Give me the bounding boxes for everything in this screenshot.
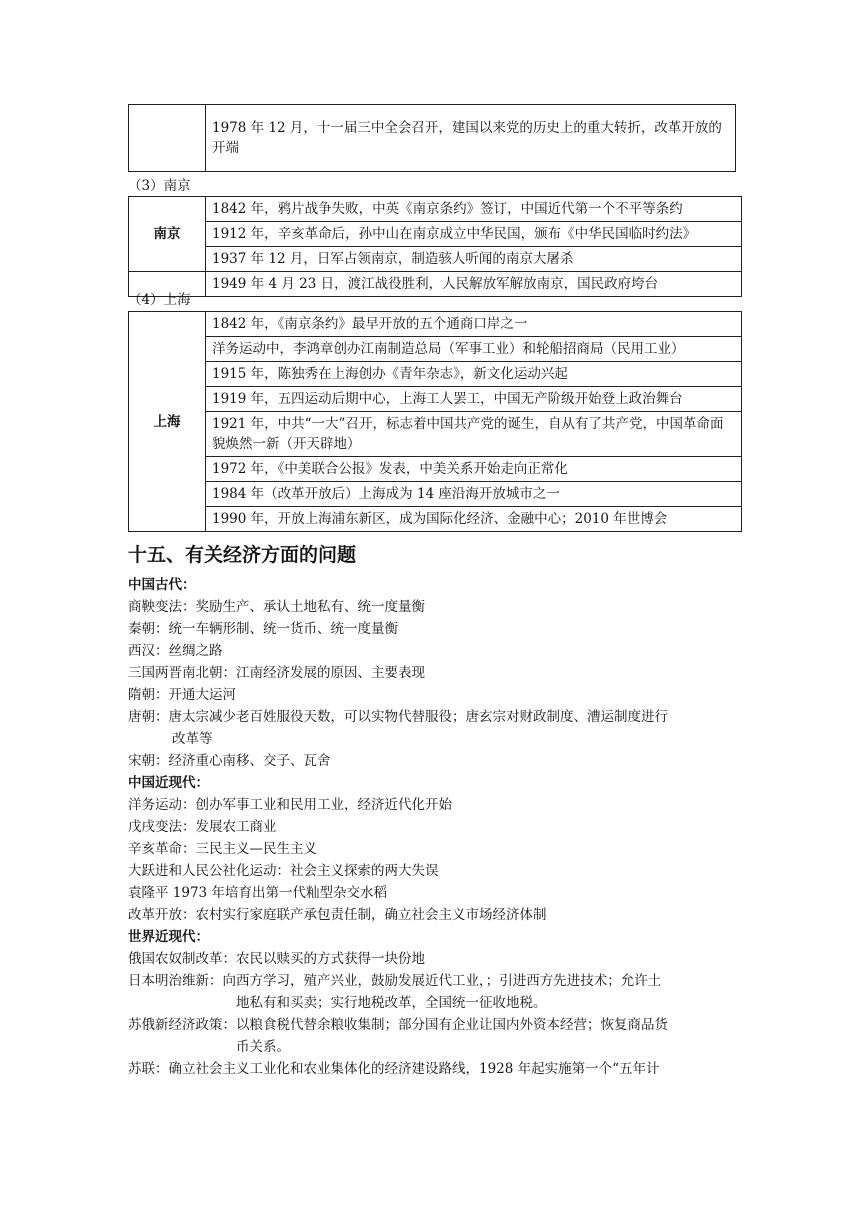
list-item: 辛亥革命：三民主义—民生主义 [128, 841, 317, 857]
table-cell: 1842 年，鸦片战争失败，中英《南京条约》签订，中国近代第一个不平等条约 [206, 197, 742, 222]
subheading-modern: 中国近现代： [128, 775, 209, 791]
list-item-continuation: 地私有和买卖；实行地税改革，全国统一征收地税。 [236, 995, 547, 1011]
shanghai-heading: （4）上海 [128, 292, 191, 308]
table-key-cell [129, 105, 206, 172]
table-row [129, 387, 742, 412]
table-row [129, 507, 742, 532]
table-cell: 1949 年 4 月 23 日，渡江战役胜利，人民解放军解放南京，国民政府垮台 [206, 272, 742, 297]
table-shanghai [128, 311, 742, 532]
table-cell: 1919 年，五四运动后期中心，上海工人罢工，中国无产阶级开始登上政治舞台 [206, 387, 742, 412]
list-item: 戊戌变法：发展农工商业 [128, 819, 277, 835]
list-item: 西汉：丝绸之路 [128, 643, 223, 659]
table-row [129, 337, 742, 362]
list-item-continuation: 改革等 [172, 731, 213, 747]
list-item: 苏联：确立社会主义工业化和农业集体化的经济建设路线，1928 年起实施第一个“五年计 [128, 1061, 660, 1077]
list-item: 俄国农奴制改革：农民以赎买的方式获得一块份地 [128, 951, 425, 967]
table-row [129, 457, 742, 482]
table-cell: 1921 年，中共“一大”召开，标志着中国共产党的诞生，自从有了共产党，中国革命面貌焕然一新（开天辟地） [206, 412, 742, 457]
table-row [129, 247, 742, 272]
table-cell: 1915 年，陈独秀在上海创办《青年杂志》，新文化运动兴起 [206, 362, 742, 387]
table-top [128, 104, 736, 172]
table-row [129, 312, 742, 337]
list-item: 宋朝：经济重心南移、交子、瓦舍 [128, 753, 331, 769]
table-cell: 1912 年，辛亥革命后，孙中山在南京成立中华民国，颁布《中华民国临时约法》 [206, 222, 742, 247]
table-cell: 1984 年（改革开放后）上海成为 14 座沿海开放城市之一 [206, 482, 742, 507]
list-item: 日本明治维新：向西方学习，殖产兴业，鼓励发展近代工业，；引进西方先进技术；允许土 [128, 973, 662, 989]
list-item: 改革开放：农村实行家庭联产承包责任制，确立社会主义市场经济体制 [128, 907, 547, 923]
table-cell: 1990 年，开放上海浦东新区，成为国际化经济、金融中心；2010 年世博会 [206, 507, 742, 532]
table-nanjing [128, 196, 742, 297]
table-cell: 1978 年 12 月，十一届三中全会召开，建国以来党的历史上的重大转折，改革开放的开端 [206, 105, 736, 172]
table-row [129, 105, 736, 172]
table-key-cell: 南京 [129, 197, 206, 272]
table-row [129, 272, 742, 297]
list-item: 商鞅变法：奖励生产、承认土地私有、统一度量衡 [128, 599, 425, 615]
list-item: 苏俄新经济政策：以粮食税代替余粮收集制；部分国有企业让国内外资本经营；恢复商品货 [128, 1017, 668, 1033]
nanjing-heading: （3）南京 [128, 178, 191, 194]
subheading-world: 世界近现代： [128, 929, 209, 945]
table-row [129, 482, 742, 507]
table-cell: 1972 年，《中美联合公报》发表，中美关系开始走向正常化 [206, 457, 742, 482]
list-item: 袁隆平 1973 年培育出第一代籼型杂交水稻 [128, 885, 387, 901]
list-item: 隋朝：开通大运河 [128, 687, 236, 703]
table-row [129, 222, 742, 247]
list-item: 秦朝：统一车辆形制、统一货币、统一度量衡 [128, 621, 398, 637]
list-item-continuation: 币关系。 [236, 1039, 290, 1055]
table-row [129, 197, 742, 222]
list-item: 唐朝：唐太宗减少老百姓服役天数，可以实物代替服役；唐玄宗对财政制度、漕运制度进行 [128, 709, 668, 725]
subheading-ancient: 中国古代： [128, 577, 196, 593]
table-row [129, 412, 742, 457]
section-body [128, 574, 738, 1080]
list-item: 大跃进和人民公社化运动：社会主义探索的两大失误 [128, 863, 439, 879]
table-cell: 1842 年，《南京条约》最早开放的五个通商口岸之一 [206, 312, 742, 337]
table-row [129, 362, 742, 387]
table-cell: 1937 年 12 月，日军占领南京，制造骇人听闻的南京大屠杀 [206, 247, 742, 272]
table-key-cell: 上海 [129, 312, 206, 532]
section-title: 十五、有关经济方面的问题 [128, 544, 357, 566]
table-cell: 洋务运动中，李鸿章创办江南制造总局（军事工业）和轮船招商局（民用工业） [206, 337, 742, 362]
list-item: 三国两晋南北朝：江南经济发展的原因、主要表现 [128, 665, 425, 681]
list-item: 洋务运动：创办军事工业和民用工业，经济近代化开始 [128, 797, 452, 813]
